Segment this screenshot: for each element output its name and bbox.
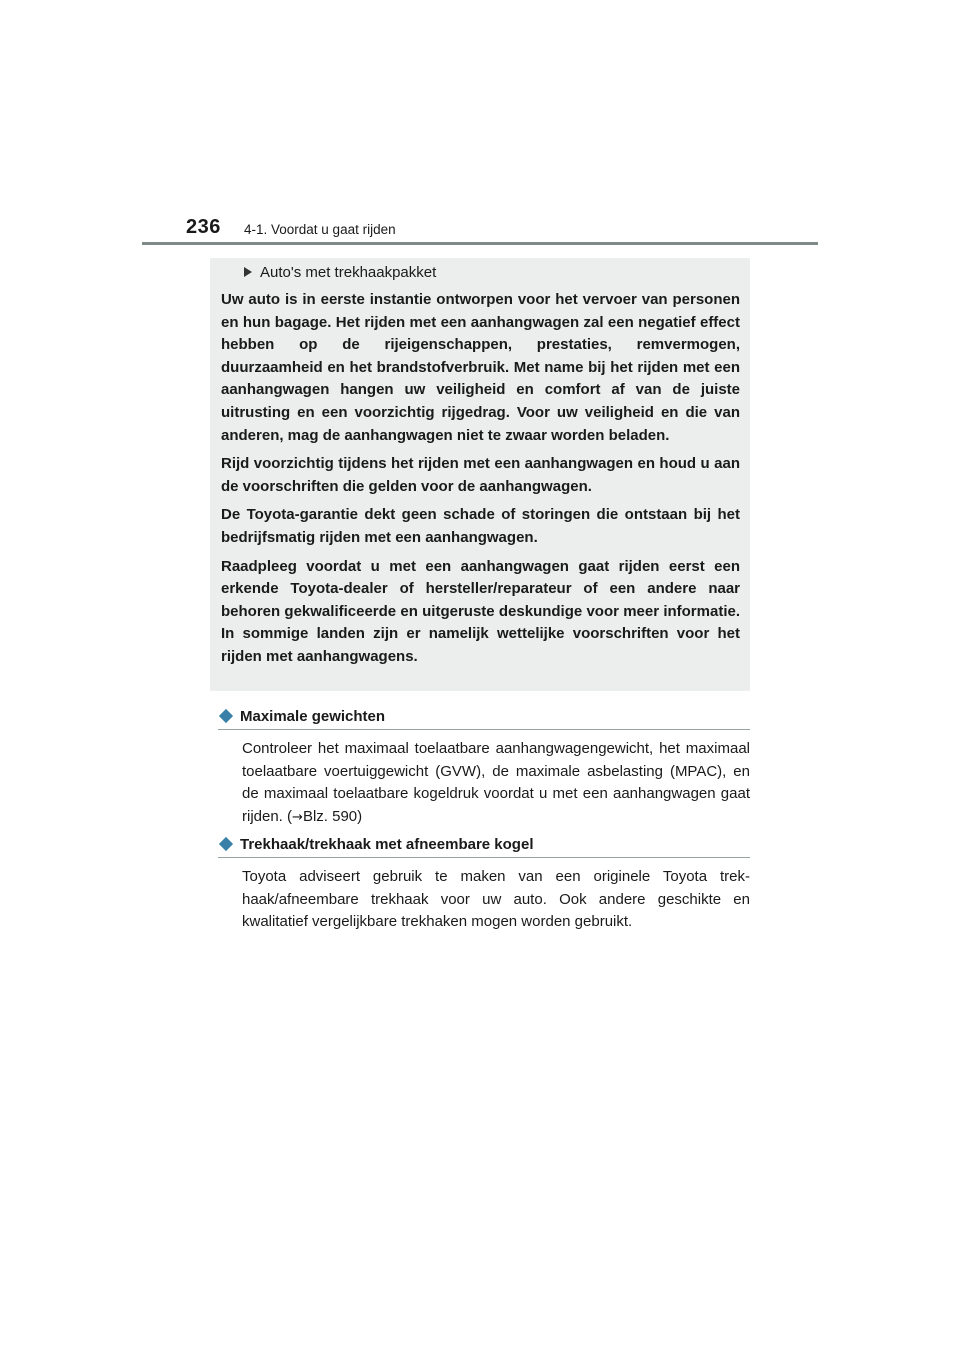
page-number: 236 (186, 216, 221, 238)
box-paragraph: Raadpleeg voordat u met een aanhangwagen gaat rijden eerst een erkende Toyota-dealer of hersteller/reparateur of een andere naar behoren gekwalificeerde en uitgeruste deskundige voor meer informatie. In sommige landen zijn er namelijk wettelijke voorschriften voor het rijden met aanhangwagens. (221, 557, 740, 665)
section-body: Toyota adviseert gebruik te maken van een originele Toyota trekhaak/afneembare trekhaak voor uw auto. Ook andere geschikte en kwalitatief vergelijkbare trekhaken mogen worden gebruikt. (242, 868, 750, 930)
info-box (210, 258, 750, 691)
box-title-text: Auto's met trekhaakpakket (260, 263, 437, 281)
box-paragraph: Uw auto is in eerste instantie ontworpen voor het vervoer van personen en hun bagage. Het rijden met een aanhangwagen zal een negatief effect hebben op de rijeigenschappen, prestaties, remvermogen, duurzaamheid en het brandstofverbruik. Met name bij het rijden met een aanhangwagen hangen uw veiligheid en comfort af van de juiste uitrusting en een voorzichtig rijgedrag. Voor uw veiligheid en die van anderen, mag de aanhangwagen niet te zwaar worden beladen. (221, 291, 740, 444)
page-reference-arrow-icon: → (292, 809, 303, 825)
triangle-arrow-icon (244, 267, 252, 277)
section-trekhaak (218, 832, 750, 934)
diamond-bullet-icon (219, 709, 233, 723)
section-heading-text: Maximale gewichten (240, 707, 386, 725)
box-paragraph: Rijd voorzichtig tijdens het rijden met een aanhangwagen en houd u aan de voorschriften die gelden voor de aanhangwagen. (221, 455, 740, 495)
section-maximale-gewichten (218, 704, 750, 829)
box-paragraph: De Toyota-garantie dekt geen schade of storingen die ontstaan bij het bedrijfsmatig rijden met een aanhangwagen. (221, 506, 740, 546)
page-reference[interactable]: Blz. 590) (302, 807, 363, 825)
section-heading (218, 704, 750, 730)
diamond-bullet-icon (219, 837, 233, 851)
section-body (242, 738, 750, 829)
header-divider (142, 242, 818, 245)
section-header: 4-1. Voordat u gaat rijden (244, 222, 396, 237)
section-body-text: Controleer het maximaal toelaatbare aanhangwagengewicht, het maximaal toelaatbare voertuiggewicht (GVW), de maximale asbelasting (MPAC), en de maximaal toelaatbare kogeldruk voordat u met een aanhangwagen gaat rijden. ( (242, 740, 750, 825)
section-heading (218, 832, 750, 858)
box-title (244, 261, 740, 283)
section-heading-text: Trekhaak/trekhaak met afneembare kogel (240, 835, 534, 853)
